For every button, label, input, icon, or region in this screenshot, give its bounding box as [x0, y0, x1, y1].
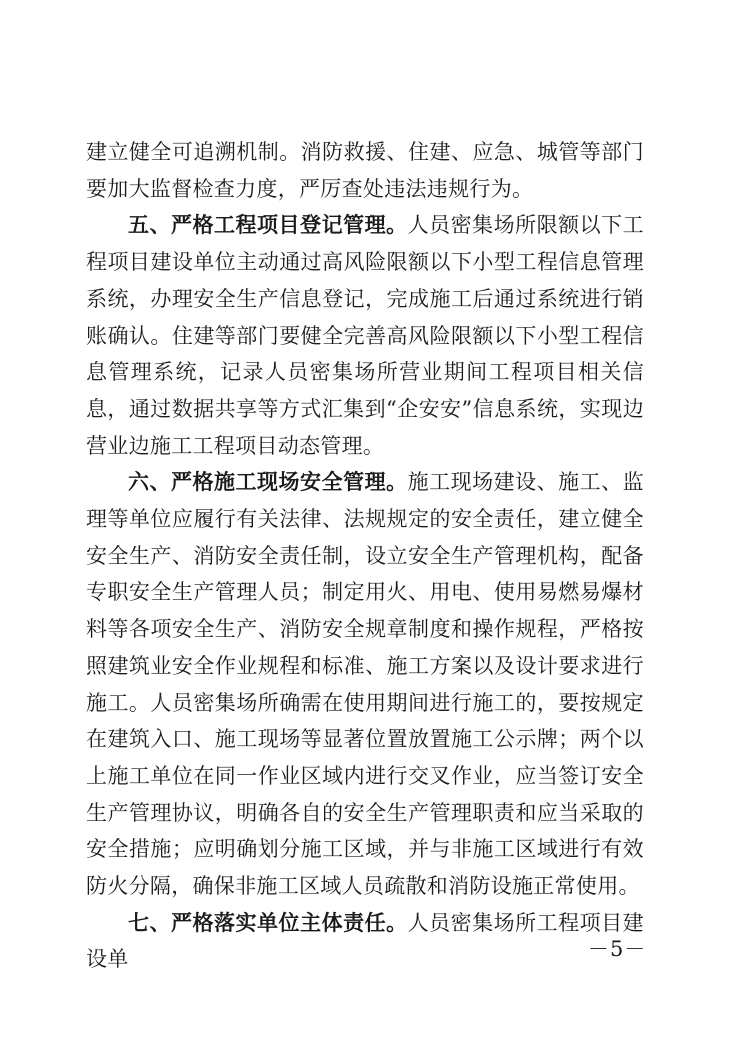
paragraph-section-6 [86, 464, 644, 904]
document-body [86, 134, 647, 978]
section-heading: 六、严格施工现场安全管理。 [128, 470, 408, 495]
paragraph-text: 施工现场建设、施工、监理等单位应履行有关法律、法规规定的安全责任，建立健全安全生产、消防安全责任制，设立安全生产管理机构，配备专职安全生产管理人员；制定用火、用电、使用易燃易爆材料等各项安全生产、消防安全规章制度和操作规程，严格按照建筑业安全作业规程和标准、施工方案以及设计要求进行施工。人员密集场所确需在使用期间进行施工的，要按规定在建筑入口、施工现场等显著位置放置施工公示牌；两个以上施工单位在同一作业区域内进行交叉作业，应当签订安全生产管理协议，明确各自的安全生产管理职责和应当采取的安全措施；应明确划分施工区域，并与非施工区域进行有效防火分隔，确保非施工区域人员疏散和消防设施正常使用。 [86, 470, 644, 899]
section-heading: 七、严格落实单位主体责任。 [128, 910, 408, 935]
paragraph-continuation [86, 134, 644, 207]
paragraph-text: 人员密集场所限额以下工程项目建设单位主动通过高风险限额以下小型工程信息管理系统，办理安全生产信息登记，完成施工后通过系统进行销账确认。住建等部门要健全完善高风险限额以下小型工程信息管理系统，记录人员密集场所营业期间工程项目相关信息，通过数据共享等方式汇集到“企安安”信息系统，实现边营业边施工工程项目动态管理。 [86, 213, 644, 458]
paragraph-section-5 [86, 207, 644, 464]
page-number: －5－ [588, 937, 647, 961]
paragraph-text: 建立健全可追溯机制。消防救援、住建、应急、城管等部门要加大监督检查力度，严厉查处违法违规行为。 [86, 140, 644, 201]
paragraph-section-7 [86, 905, 647, 978]
paragraph-text: 人员密集场所工程项目建设单 [86, 910, 644, 972]
section-heading: 五、严格工程项目登记管理。 [128, 213, 408, 238]
